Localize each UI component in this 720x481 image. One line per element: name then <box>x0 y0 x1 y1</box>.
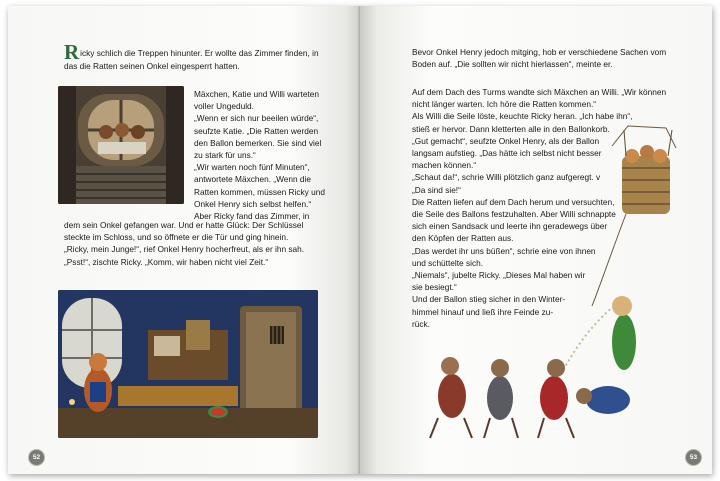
side-line: zu stark für uns.“ <box>194 150 256 161</box>
dropcap-letter: R <box>64 40 80 64</box>
left-intro-text <box>64 40 319 72</box>
side-line: Ratten kommen, müssen Ricky und <box>194 186 325 197</box>
main-line: nicht länger warten. Ich höre die Ratten kommen.“ <box>412 99 597 110</box>
balloon-and-rats-illustration <box>360 6 712 474</box>
main-line: die Seile des Ballons festzuhalten. Aber Willi schnappte <box>412 209 616 220</box>
bottom-line: „Psst!“, zischte Ricky. „Komm, wir haben nicht viel Zeit.“ <box>64 256 269 267</box>
intro-line-2: das die Ratten seinen Onkel eingesperrt hatten. <box>64 61 240 71</box>
main-line: machen können.“ <box>412 160 477 171</box>
main-line: himmel hinauf und ließ ihre Feinde zu- <box>412 306 554 317</box>
illustration-room-door <box>58 290 318 438</box>
willi-sandbag <box>560 296 636 376</box>
left-page <box>8 6 360 474</box>
top-line: Boden auf. „Die sollten wir nicht hierlassen“, meinte er. <box>412 59 613 70</box>
main-line: Auf dem Dach des Turms wandte sich Mäxchen an Willi. „Wir können <box>412 87 667 97</box>
main-line: rück. <box>412 318 430 329</box>
main-line: und schüttelte sich. <box>412 257 484 268</box>
side-line: „Wenn er sich nur beeilen würde“, <box>194 113 319 124</box>
side-line: „Wir warten noch fünf Minuten“, <box>194 162 310 173</box>
intro-line-1 <box>64 40 319 64</box>
side-line: seufzte Katie. „Die Ratten werden <box>194 125 319 136</box>
main-line: Die Ratten liefen auf dem Dach herum und versuchten, <box>412 196 615 207</box>
rats-group <box>430 357 630 438</box>
main-line: langsam aufstieg. „Das hätte ich selbst nicht besser <box>412 148 602 159</box>
stairs-window-art <box>58 86 184 204</box>
main-line: „Niemals“, jubelte Ricky. „Dieses Mal haben wir <box>412 270 586 281</box>
main-line: Und der Ballon stieg sicher in den Winter- <box>412 294 566 305</box>
bottom-line: steckte im Schloss, und so öffnete er die Tür und ging hinein. <box>64 232 289 243</box>
side-line: Mäxchen, Katie und Willi warteten <box>194 89 319 99</box>
right-page <box>360 6 712 474</box>
main-line: „Schaut da!“, schrie Willi plötzlich ganz aufgeregt. v <box>412 172 601 183</box>
bottom-line: dem sein Onkel gefangen war. Und er hatte Glück: Der Schlüssel <box>64 220 304 230</box>
main-line: „Das werdet ihr uns büßen“, schrie eine von ihnen <box>412 245 596 256</box>
room-door-art <box>58 290 318 438</box>
main-line: stieß er hervor. Dann kletterten alle in den Ballonkorb. <box>412 123 610 134</box>
left-side-text <box>194 88 325 222</box>
page-number-left: 52 <box>28 449 45 466</box>
main-line: den Köpfen der Ratten aus. <box>412 233 514 244</box>
side-line: Aber Ricky fand das Zimmer, in <box>194 211 310 222</box>
side-line: Onkel Henry sich selbst helfen.“ <box>194 198 312 209</box>
main-line: sie besiegt.“ <box>412 282 457 293</box>
illustration-stairs-window <box>58 86 184 204</box>
open-book <box>8 6 712 474</box>
side-line: antwortete Mäxchen. „Wenn die <box>194 174 311 185</box>
intro-line-1-text: icky schlich die Treppen hinunter. Er wollte das Zimmer finden, in <box>80 48 319 58</box>
balloon-rope <box>592 214 626 306</box>
main-line: Als Willi die Seile löste, keuchte Ricky heran. „Ich habe ihn“, <box>412 111 633 122</box>
side-line: voller Ungeduld. <box>194 101 254 112</box>
page-number-right: 53 <box>685 449 702 466</box>
balloon-basket <box>612 126 676 214</box>
bottom-line: „Ricky, mein Junge!“, rief Onkel Henry hocherfreut, als er ihn sah. <box>64 244 305 255</box>
main-line: „Gut gemacht“, seufzte Onkel Henry, als der Ballon <box>412 135 600 146</box>
left-bottom-text <box>64 219 304 268</box>
main-line: sich einen Sandsack und leerte ihn geradewegs über <box>412 221 608 232</box>
main-line: „Da sind sie!“ <box>412 184 461 195</box>
side-line: den Ballon bemerken. Sie sind viel <box>194 137 322 148</box>
top-line: Bevor Onkel Henry jedoch mitging, hob er verschiedene Sachen vom <box>412 47 667 57</box>
